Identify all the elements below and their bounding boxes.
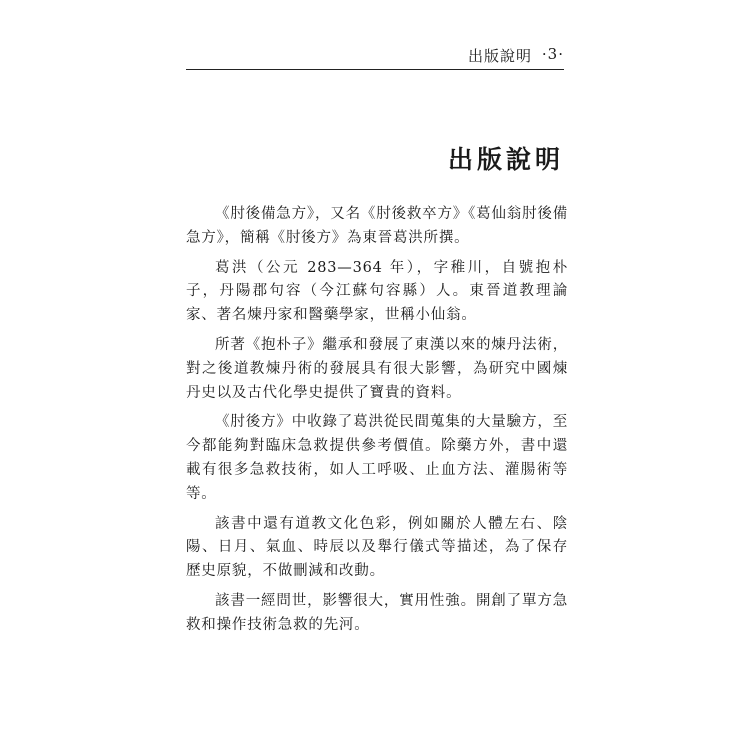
paragraph-6: 該書一經問世，影響很大，實用性強。開創了單方急救和操作技術急救的先河。 xyxy=(186,592,568,633)
paragraph-5: 該書中還有道教文化色彩，例如關於人體左右、陰陽、日月、氣血、時辰以及舉行儀式等描述，為了保存歷史原貌，不做刪減和改動。 xyxy=(186,515,568,580)
running-header xyxy=(186,41,564,70)
paragraph-3: 所著《抱朴子》繼承和發展了東漢以來的煉丹法術，對之後道教煉丹術的發展具有很大影響，為研究中國煉丹史以及古代化學史提供了寶貴的資料。 xyxy=(186,336,568,401)
paragraph-4: 《肘後方》中收錄了葛洪從民間蒐集的大量驗方，至今都能夠對臨床急救提供參考價值。除藥方外，書中還載有很多急救技術，如人工呼吸、止血方法、灌腸術等等。 xyxy=(186,414,568,502)
paragraph-2: 葛洪（公元 283—364 年），字稚川，自號抱朴子，丹陽郡句容（今江蘇句容縣）人。東晉道教理論家、著名煉丹家和醫藥學家，世稱小仙翁。 xyxy=(186,259,568,324)
paragraph-1: 《肘後備急方》，又名《肘後救卒方》《葛仙翁肘後備急方》，簡稱《肘後方》為東晉葛洪所撰。 xyxy=(186,206,568,246)
page-number: ·3· xyxy=(541,45,564,63)
body-text xyxy=(186,203,568,644)
chapter-title: 出版說明 xyxy=(447,145,564,174)
header-title: 出版說明 xyxy=(467,47,532,65)
